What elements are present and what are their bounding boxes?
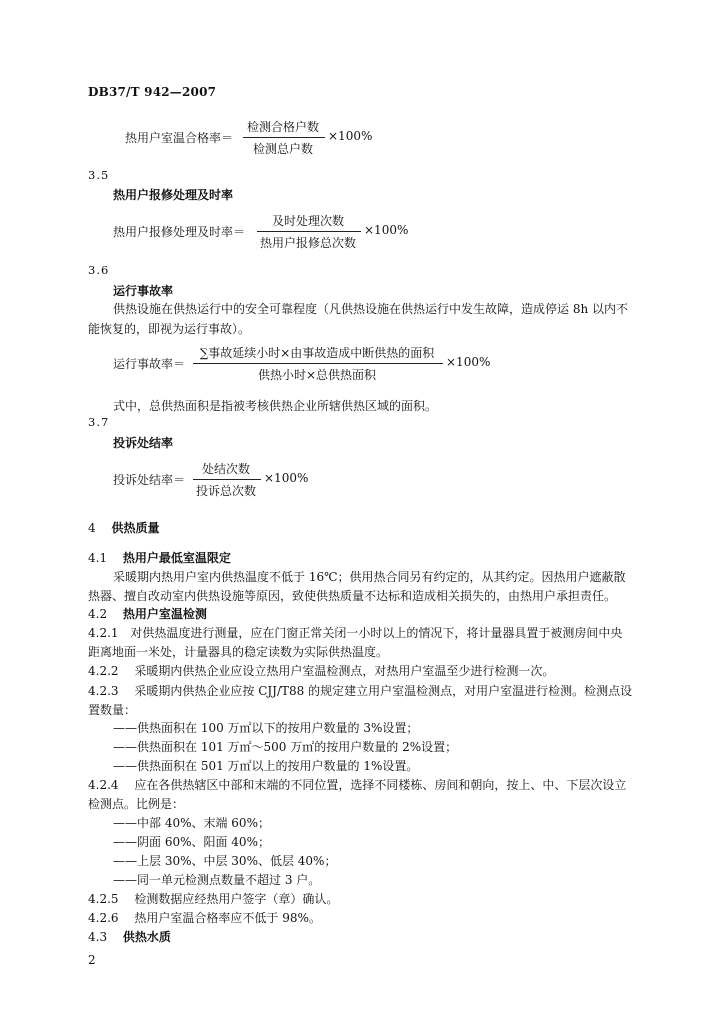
clause-text: 应在各供热辖区中部和末端的不同位置，选择不同楼栋、房间和朝向，按上、中、下层次设立 xyxy=(134,778,627,792)
clause-text: 检测数据应经热用户签字（章）确认。 xyxy=(134,892,339,906)
formula-multiplier: ×100% xyxy=(364,223,409,237)
list-item: ——供热面积在 501 万㎡以上的按用户数量的 1%设置。 xyxy=(113,759,419,773)
paragraph-line: 检测点。比例是： xyxy=(88,797,185,811)
formula-numerator: 检测合格户数 xyxy=(246,120,319,134)
clause-number: 4.2.1 xyxy=(88,626,119,640)
formula-complaint-rate xyxy=(113,460,353,500)
document-header: DB37/T 942—2007 xyxy=(88,85,217,99)
section-number: 4.3 xyxy=(88,930,108,944)
formula-numerator: 处结次数 xyxy=(201,462,250,476)
formula-numerator: 及时处理次数 xyxy=(271,214,344,228)
list-item: ——中部 40%、末端 60%； xyxy=(113,816,270,830)
section-title: 热用户室温检测 xyxy=(122,607,207,621)
chapter-number: 4 xyxy=(88,521,96,535)
fraction-bar xyxy=(243,137,325,138)
section-heading-4-3 xyxy=(88,928,171,945)
clause-text: 对供热温度进行测量，应在门窗正常关闭一小时以上的情况下，将计量器具置于被测房间中央 xyxy=(130,626,623,640)
section-number-3-5: 3.5 xyxy=(88,168,110,182)
formula-repair-timely-rate xyxy=(113,212,413,252)
section-title-3-6: 运行事故率 xyxy=(113,284,174,298)
formula-multiplier: ×100% xyxy=(446,355,491,369)
list-item: ——上层 30%、中层 30%、低层 40%； xyxy=(113,854,337,868)
clause-number: 4.2.4 xyxy=(88,778,119,792)
formula-denominator: 供热小时×总供热面积 xyxy=(257,368,377,382)
paragraph-line: 距离地面一米处，计量器具的稳定读数为实际供热温度。 xyxy=(88,645,389,659)
list-item: ——供热面积在 101 万㎡～500 万㎡的按用户数量的 2%设置； xyxy=(113,740,458,754)
section-title-3-5: 热用户报修处理及时率 xyxy=(113,188,234,202)
clause-4-2-1 xyxy=(88,624,622,641)
section-title: 供热水质 xyxy=(122,930,171,944)
section-title-3-7: 投诉处结率 xyxy=(113,436,174,450)
chapter-title: 供热质量 xyxy=(111,521,160,535)
formula-denominator: 投诉总次数 xyxy=(195,484,256,498)
clause-4-2-4 xyxy=(88,776,626,793)
formula-multiplier: ×100% xyxy=(264,471,309,485)
clause-4-2-3 xyxy=(88,682,632,699)
section-number-3-7: 3.7 xyxy=(88,415,110,429)
section-title: 热用户最低室温限定 xyxy=(122,551,231,565)
section-heading-4-2 xyxy=(88,605,207,622)
paragraph-line: 置数量： xyxy=(88,703,137,717)
page-number: 2 xyxy=(88,953,96,967)
clause-text: 采暖期内供热企业应按 CJJ/T88 的规定建立用户室温检测点，对用户室温进行检测。检测点设 xyxy=(134,684,633,698)
clause-4-2-2 xyxy=(88,662,554,679)
formula-numerator: ∑事故延续小时×由事故造成中断供热的面积 xyxy=(199,346,435,360)
fraction-bar xyxy=(193,363,443,364)
list-item: ——阴面 60%、阳面 40%； xyxy=(113,835,270,849)
list-item: ——同一单元检测点数量不超过 3 户。 xyxy=(113,873,321,887)
section-number: 4.2 xyxy=(88,607,108,621)
clause-text: 热用户室温合格率应不低于 98%。 xyxy=(134,911,321,925)
formula-label: 投诉处结率＝ xyxy=(113,473,186,487)
fraction-bar xyxy=(193,479,261,480)
paragraph-line: 热器、擅自改动室内供热设施等原因，致使供热质量不达标和造成相关损失的，由热用户承担责任。 xyxy=(88,589,617,603)
paragraph-line: 供热设施在供热运行中的安全可靠程度（凡供热设施在供热运行中发生故障，造成停运 8h 以内不 xyxy=(113,302,628,316)
formula-room-temp-rate xyxy=(125,118,385,158)
formula-label: 运行事故率＝ xyxy=(113,357,186,371)
fraction-bar xyxy=(257,231,361,232)
list-item: ——供热面积在 100 万㎡以下的按用户数量的 3%设置； xyxy=(113,721,419,735)
chapter-heading-4 xyxy=(88,519,159,536)
formula-accident-rate xyxy=(113,344,533,384)
section-number-3-6: 3.6 xyxy=(88,263,110,277)
clause-number: 4.2.6 xyxy=(88,911,119,925)
section-number: 4.1 xyxy=(88,551,108,565)
formula-multiplier: ×100% xyxy=(328,129,373,143)
formula-label: 热用户报修处理及时率＝ xyxy=(113,225,246,239)
clause-4-2-6 xyxy=(88,909,321,926)
formula-denominator: 热用户报修总次数 xyxy=(259,236,356,250)
formula-note: 式中，总供热面积是指被考核供热企业所辖供热区域的面积。 xyxy=(113,399,438,413)
paragraph-line: 采暖期内热用户室内供热温度不低于 16℃；供用热合同另有约定的，从其约定。因热用户遮蔽散 xyxy=(113,570,626,584)
clause-4-2-5 xyxy=(88,890,338,907)
clause-text: 采暖期内供热企业应设立热用户室温检测点，对热用户室温至少进行检测一次。 xyxy=(134,664,555,678)
clause-number: 4.2.5 xyxy=(88,892,119,906)
formula-denominator: 检测总户数 xyxy=(252,142,313,156)
section-heading-4-1 xyxy=(88,549,231,566)
paragraph-line: 能恢复的，即视为运行事故）。 xyxy=(88,322,251,336)
clause-number: 4.2.3 xyxy=(88,684,119,698)
formula-label: 热用户室温合格率＝ xyxy=(125,131,234,145)
clause-number: 4.2.2 xyxy=(88,664,119,678)
